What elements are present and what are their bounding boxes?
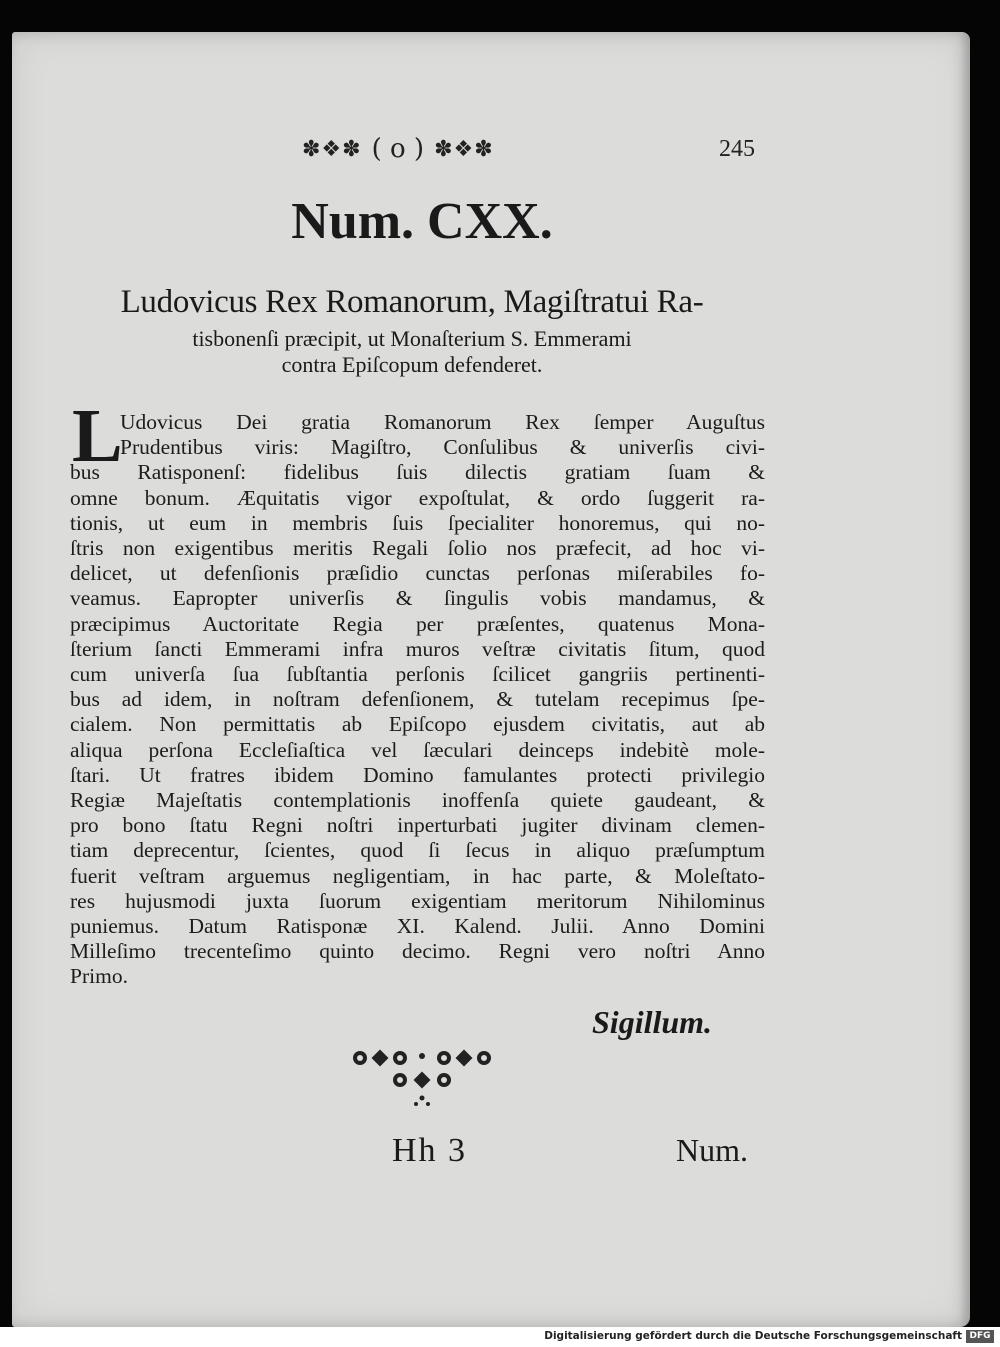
body-line: Milleſimo trecenteſimo quinto decimo. Regni vero noſtri Anno	[70, 939, 765, 964]
body-line: pro bono ſtatu Regni noſtri inperturbati jugiter divinam clemen-	[70, 813, 765, 838]
dfg-logo: DFG	[966, 1330, 994, 1343]
body-line: puniemus. Datum Ratisponæ XI. Kalend. Julii. Anno Domini	[70, 914, 765, 938]
page-number: 245	[719, 136, 755, 162]
ornament-center: ( o )	[371, 134, 425, 164]
body-line: Udovicus Dei gratia Romanorum Rex ſemper Auguſtus	[120, 410, 765, 434]
header-ornament	[302, 132, 494, 166]
drop-cap: L	[72, 394, 123, 478]
body-line: ſtari. Ut fratres ibidem Domino famulantes protecti privilegio	[70, 762, 765, 787]
body-line: præcipimus Auctoritate Regia per præſentes, quatenus Mona-	[70, 611, 765, 636]
body-line: aliqua perſona Eccleſiaſtica vel ſæculari deinceps indebitè mole-	[70, 737, 765, 762]
body-line: res hujusmodi juxta ſuorum exigentiam meritorum Nihilominus	[70, 888, 765, 913]
body-line: veamus. Eapropter univerſis & ſingulis vobis mandamus, &	[70, 586, 765, 611]
body-line: ſtris non exigentibus meritis Regali ſolio nos præfecit, ad hoc vi-	[70, 536, 765, 560]
signature-sigillum: Sigillum.	[592, 1004, 713, 1040]
body-line: tionis, ut eum in membris ſuis ſpecialiter honoremus, qui no-	[70, 510, 765, 535]
ornament-right-icon: ✽❖✽	[434, 136, 494, 162]
body-line: Primo.	[70, 964, 128, 989]
body-line: Regiæ Majeſtatis contemplationis inoffenſa quiete gaudeant, &	[70, 788, 765, 812]
digitization-credit: Digitalisierung gefördert durch die Deutsche Forschungsgemeinschaft	[544, 1330, 962, 1342]
document-title-line-1: Ludovicus Rex Romanorum, Magiſtratui Ra-	[120, 284, 704, 320]
body-line: delicet, ut defenſionis præſidio cunctas perſonas miſerabiles fo-	[70, 561, 765, 586]
document-title-line-2: tisbonenſi præcipit, ut Monaſterium S. Emmerami	[192, 326, 632, 351]
body-line: omne bonum. Æquitatis vigor expoſtulat, & ordo ſuggerit ra-	[70, 485, 765, 510]
body-line: cum univerſa ſua ſubſtantia perſonis ſcilicet gangriis pertinenti-	[70, 662, 765, 686]
body-line: bus ad idem, in noſtram defenſionem, & tutelam recepimus ſpe-	[70, 687, 765, 712]
document-number: Num. CXX.	[291, 193, 553, 250]
body-line: bus Ratisponenſ: fidelibus ſuis dilectis gratiam ſuam &	[70, 460, 765, 485]
document-title-line-3: contra Epiſcopum defenderet.	[281, 352, 543, 377]
body-line: fuerit veſtram arguemus negligentiam, in hac parte, & Moleſtato-	[70, 863, 765, 888]
body-line: Prudentibus viris: Magiſtro, Conſulibus & univerſis civi-	[120, 435, 765, 460]
body-line: ſterium ſancti Emmerami infra muros veſtræ civitatis ſitum, quod	[70, 636, 765, 661]
body-line: tiam deprecentur, ſcientes, quod ſi ſecus in aliquo præſumptum	[70, 838, 765, 863]
body-line: cialem. Non permittatis ab Epiſcopo ejusdem civitatis, aut ab	[70, 712, 765, 737]
catchword: Num.	[676, 1132, 748, 1168]
ornament-left-icon: ✽❖✽	[302, 136, 362, 162]
tail-ornament-icon	[322, 1042, 522, 1112]
signature-mark: Hh 3	[392, 1132, 468, 1169]
book-page	[12, 32, 970, 1327]
